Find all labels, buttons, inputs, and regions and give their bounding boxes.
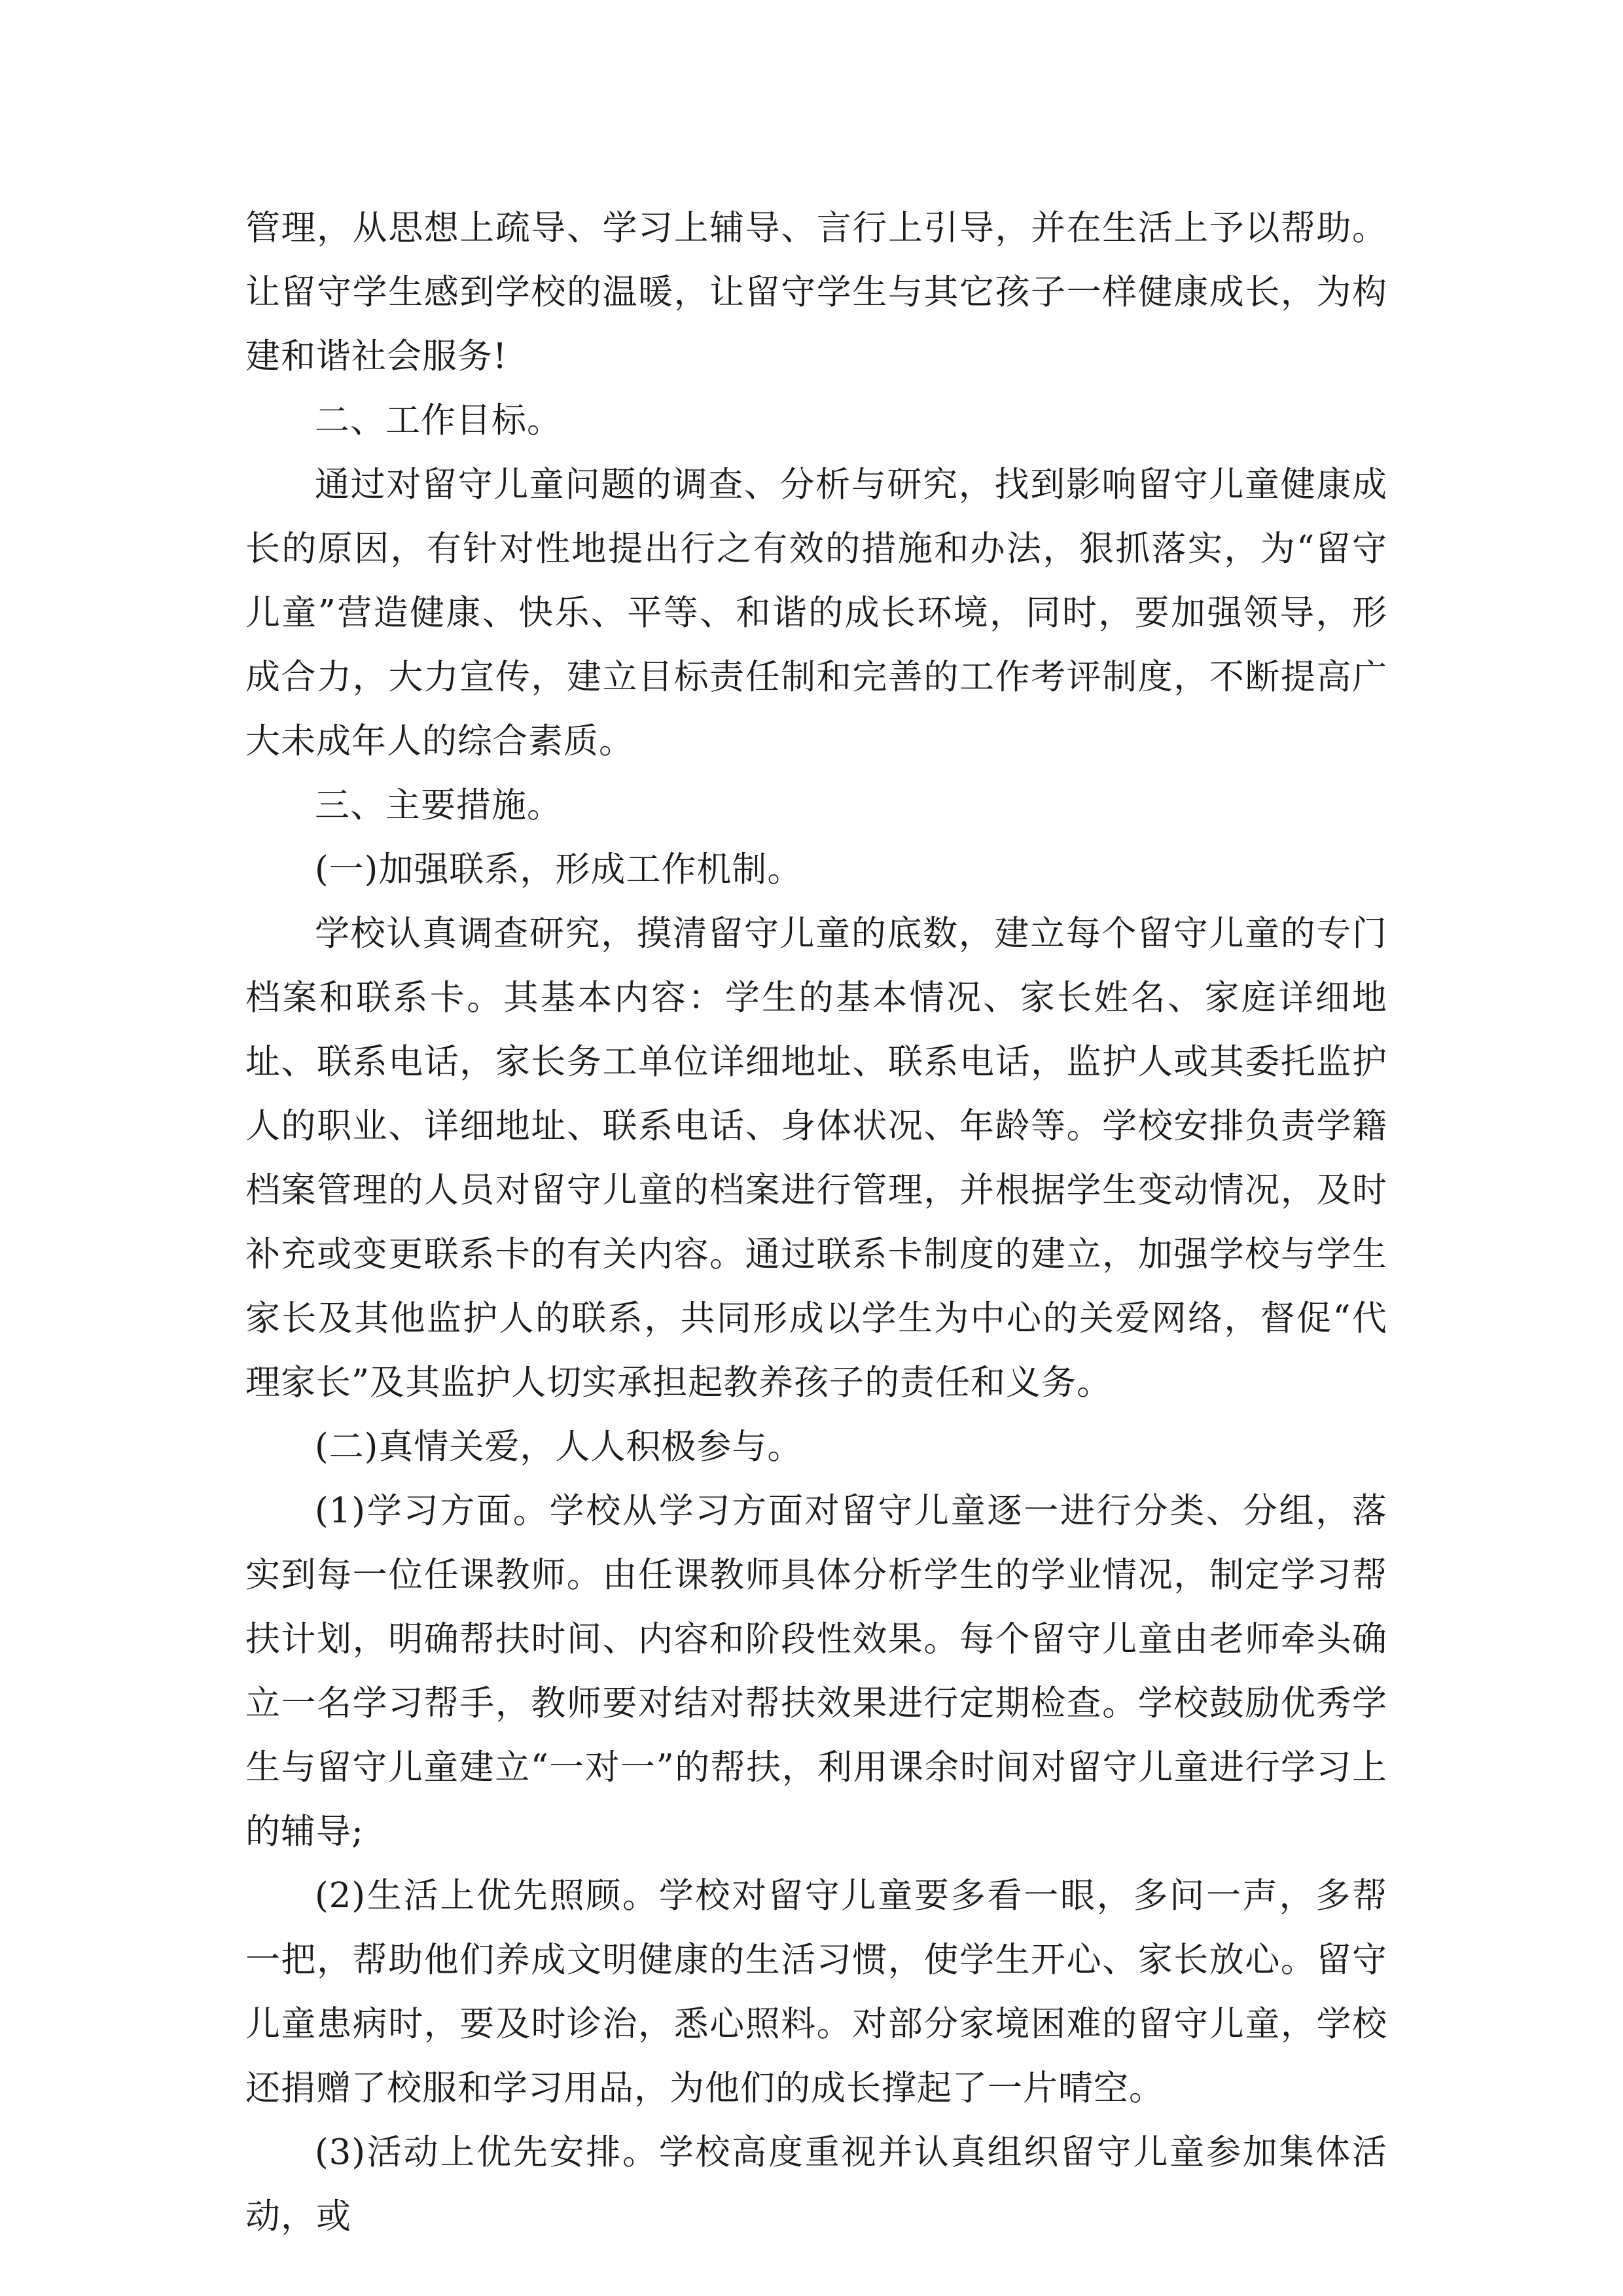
document-body	[245, 196, 1387, 2249]
paragraph-intro-continuation: 管理，从思想上疏导、学习上辅导、言行上引导，并在生活上予以帮助。让留守学生感到学校的温暖，让留守学生与其它孩子一样健康成长，为构建和谐社会服务!	[245, 208, 1387, 376]
paragraph-work-goals: 通过对留守儿童问题的调查、分析与研究，找到影响留守儿童健康成长的原因，有针对性地提出行之有效的措施和办法，狠抓落实，为“留守儿童”营造健康、快乐、平等、和谐的成长环境，同时，要加强领导，形成合力，大力宣传，建立目标责任制和完善的工作考评制度，不断提高广大未成年人的综合素质。	[245, 465, 1387, 761]
paragraph-activity-priority: (3)活动上优先安排。学校高度重视并认真组织留守儿童参加集体活动，或	[245, 2132, 1387, 2236]
subheading-sincere-care: (二)真情关爱，人人积极参与。	[315, 1427, 803, 1467]
heading-main-measures: 三、主要措施。	[315, 785, 562, 825]
paragraph-life-priority: (2)生活上优先照顾。学校对留守儿童要多看一眼，多问一声，多帮一把，帮助他们养成文明健康的生活习惯，使学生开心、家长放心。留守儿童患病时，要及时诊治，悉心照料。对部分家境困难的留守儿童，学校还捐赠了校服和学习用品，为他们的成长撑起了一片晴空。	[245, 1876, 1387, 2108]
heading-work-goals: 二、工作目标。	[315, 401, 562, 440]
subheading-strengthen-contact: (一)加强联系，形成工作机制。	[315, 850, 803, 889]
paragraph-study-aspect: (1)学习方面。学校从学习方面对留守儿童逐一进行分类、分组，落实到每一位任课教师。由任课教师具体分析学生的学业情况，制定学习帮扶计划，明确帮扶时间、内容和阶段性效果。每个留守儿童由老师牵头确立一名学习帮手，教师要对结对帮扶效果进行定期检查。学校鼓励优秀学生与留守儿童建立“一对一”的帮扶，利用课余时间对留守儿童进行学习上的辅导;	[245, 1491, 1387, 1852]
paragraph-contact-cards: 学校认真调查研究，摸清留守儿童的底数，建立每个留守儿童的专门档案和联系卡。其基本内容：学生的基本情况、家长姓名、家庭详细地址、联系电话，家长务工单位详细地址、联系电话，监护人或其委托监护人的职业、详细地址、联系电话、身体状况、年龄等。学校安排负责学籍档案管理的人员对留守儿童的档案进行管理，并根据学生变动情况，及时补充或变更联系卡的有关内容。通过联系卡制度的建立，加强学校与学生家长及其他监护人的联系，共同形成以学生为中心的关爱网络，督促“代理家长”及其监护人切实承担起教养孩子的责任和义务。	[245, 914, 1387, 1403]
